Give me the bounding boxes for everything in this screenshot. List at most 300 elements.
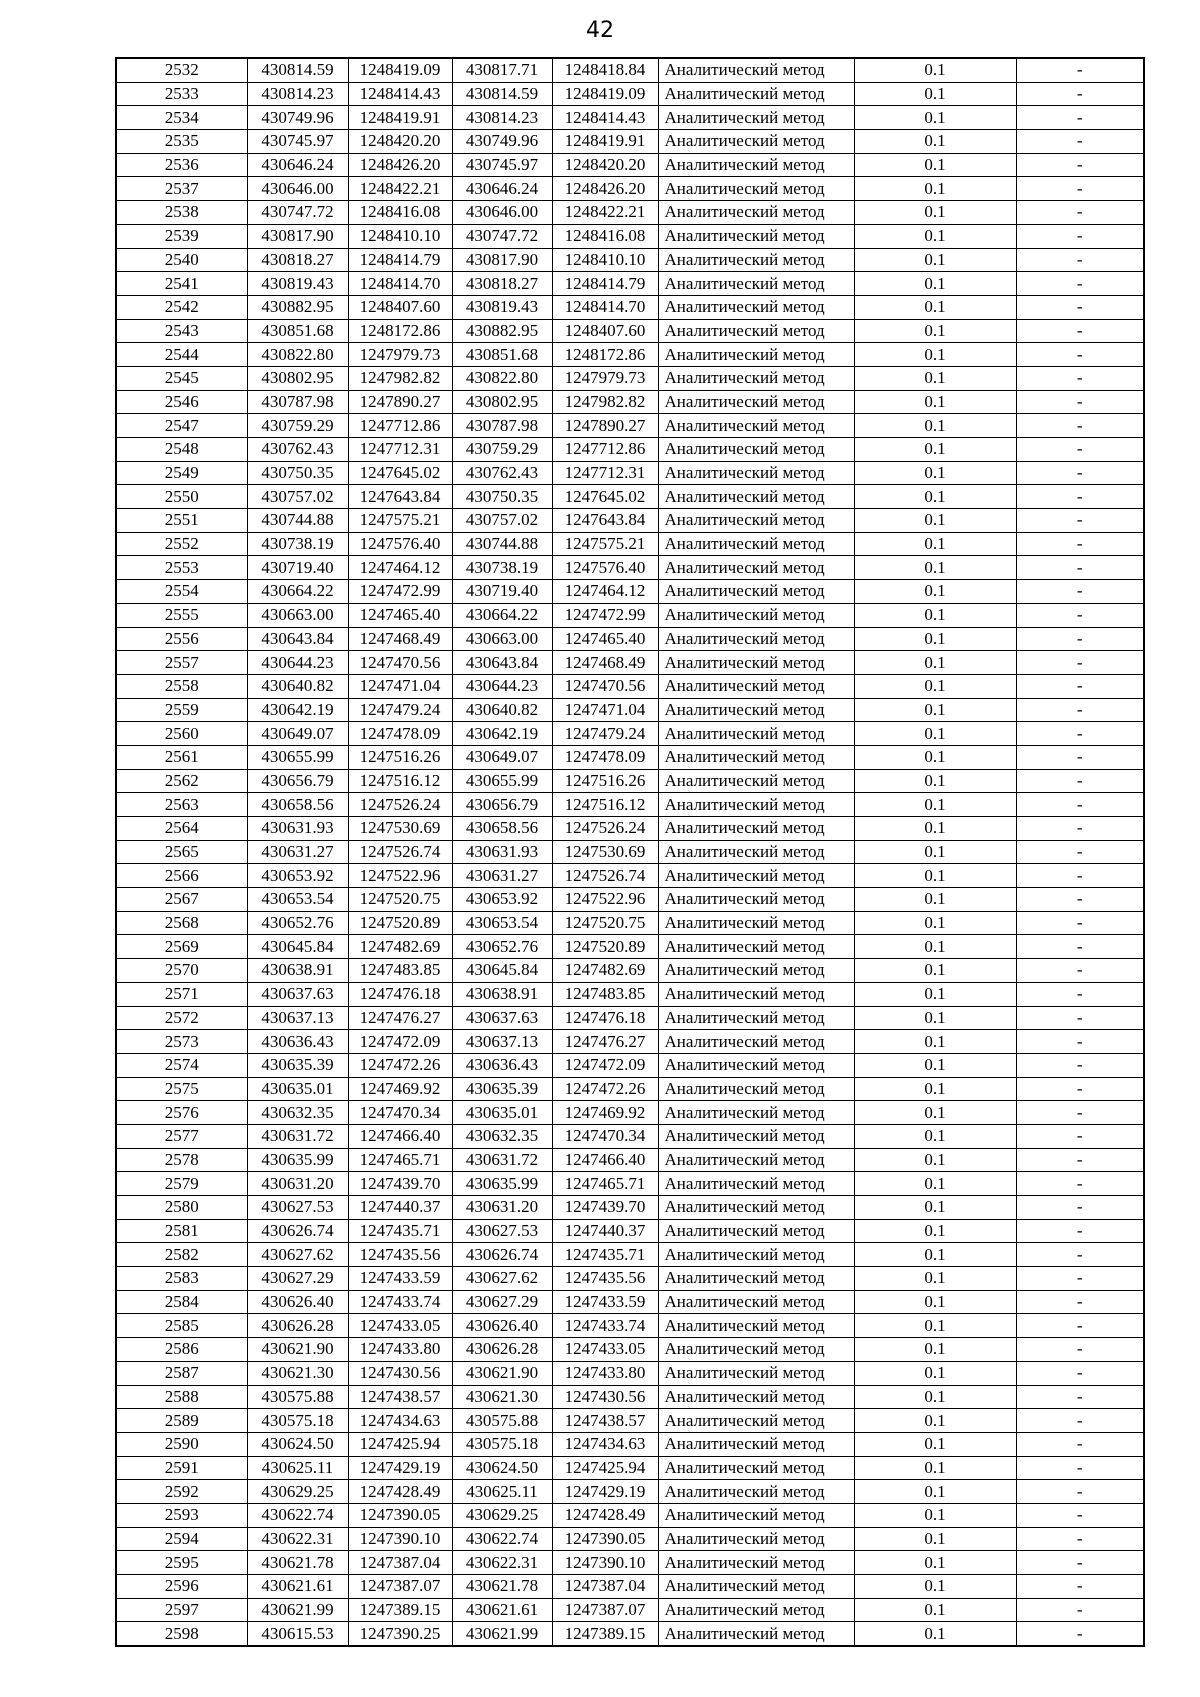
cell-x-end: 430663.00 — [452, 627, 552, 651]
cell-number: 2543 — [116, 319, 247, 343]
table-row — [116, 722, 1144, 746]
cell-method: Аналитический метод — [658, 1598, 854, 1622]
table-row — [116, 769, 1144, 793]
cell-method: Аналитический метод — [658, 556, 854, 580]
cell-note: - — [1016, 1006, 1144, 1030]
cell-accuracy: 0.1 — [854, 580, 1016, 604]
cell-accuracy: 0.1 — [854, 1290, 1016, 1314]
cell-x-start: 430575.18 — [247, 1409, 348, 1433]
cell-number: 2551 — [116, 509, 247, 533]
cell-x-start: 430626.40 — [247, 1290, 348, 1314]
cell-y-start: 1247478.09 — [348, 722, 452, 746]
table-row — [116, 651, 1144, 675]
table-row — [116, 1456, 1144, 1480]
cell-y-start: 1247471.04 — [348, 674, 452, 698]
cell-method: Аналитический метод — [658, 295, 854, 319]
cell-accuracy: 0.1 — [854, 840, 1016, 864]
cell-accuracy: 0.1 — [854, 935, 1016, 959]
cell-note: - — [1016, 1053, 1144, 1077]
table-row — [116, 366, 1144, 390]
cell-accuracy: 0.1 — [854, 1409, 1016, 1433]
cell-x-end: 430646.00 — [452, 201, 552, 225]
cell-number: 2594 — [116, 1527, 247, 1551]
cell-y-start: 1247435.56 — [348, 1243, 452, 1267]
cell-y-start: 1247465.71 — [348, 1148, 452, 1172]
cell-x-start: 430787.98 — [247, 390, 348, 414]
cell-x-end: 430629.25 — [452, 1503, 552, 1527]
cell-number: 2561 — [116, 745, 247, 769]
cell-y-start: 1248422.21 — [348, 177, 452, 201]
cell-y-start: 1247712.31 — [348, 438, 452, 462]
cell-x-start: 430649.07 — [247, 722, 348, 746]
cell-note: - — [1016, 414, 1144, 438]
cell-number: 2539 — [116, 224, 247, 248]
cell-y-end: 1247438.57 — [552, 1409, 658, 1433]
cell-x-end: 430817.71 — [452, 58, 552, 82]
cell-method: Аналитический метод — [658, 1290, 854, 1314]
cell-x-start: 430658.56 — [247, 793, 348, 817]
cell-x-start: 430814.59 — [247, 58, 348, 82]
cell-note: - — [1016, 1385, 1144, 1409]
cell-number: 2584 — [116, 1290, 247, 1314]
cell-accuracy: 0.1 — [854, 1503, 1016, 1527]
cell-x-start: 430655.99 — [247, 745, 348, 769]
cell-accuracy: 0.1 — [854, 1385, 1016, 1409]
cell-accuracy: 0.1 — [854, 769, 1016, 793]
cell-y-end: 1247979.73 — [552, 366, 658, 390]
cell-x-start: 430744.88 — [247, 509, 348, 533]
cell-y-end: 1247390.10 — [552, 1551, 658, 1575]
table-row — [116, 390, 1144, 414]
cell-x-start: 430656.79 — [247, 769, 348, 793]
table-row — [116, 1006, 1144, 1030]
cell-y-start: 1247389.15 — [348, 1598, 452, 1622]
cell-y-end: 1247433.59 — [552, 1290, 658, 1314]
cell-note: - — [1016, 201, 1144, 225]
cell-method: Аналитический метод — [658, 1124, 854, 1148]
cell-method: Аналитический метод — [658, 1480, 854, 1504]
cell-y-start: 1247390.25 — [348, 1622, 452, 1646]
cell-method: Аналитический метод — [658, 58, 854, 82]
cell-x-start: 430645.84 — [247, 935, 348, 959]
cell-note: - — [1016, 82, 1144, 106]
cell-method: Аналитический метод — [658, 1409, 854, 1433]
cell-method: Аналитический метод — [658, 1148, 854, 1172]
cell-method: Аналитический метод — [658, 698, 854, 722]
cell-accuracy: 0.1 — [854, 603, 1016, 627]
cell-y-start: 1247520.89 — [348, 911, 452, 935]
cell-note: - — [1016, 130, 1144, 154]
cell-y-start: 1247645.02 — [348, 461, 452, 485]
cell-accuracy: 0.1 — [854, 532, 1016, 556]
cell-note: - — [1016, 343, 1144, 367]
cell-number: 2549 — [116, 461, 247, 485]
table-row — [116, 982, 1144, 1006]
cell-x-start: 430644.23 — [247, 651, 348, 675]
cell-accuracy: 0.1 — [854, 485, 1016, 509]
cell-accuracy: 0.1 — [854, 627, 1016, 651]
cell-note: - — [1016, 153, 1144, 177]
cell-y-end: 1247890.27 — [552, 414, 658, 438]
cell-note: - — [1016, 1409, 1144, 1433]
cell-note: - — [1016, 224, 1144, 248]
cell-x-start: 430750.35 — [247, 461, 348, 485]
cell-y-end: 1247387.07 — [552, 1598, 658, 1622]
table-row — [116, 461, 1144, 485]
cell-note: - — [1016, 627, 1144, 651]
cell-number: 2534 — [116, 106, 247, 130]
cell-y-end: 1247389.15 — [552, 1622, 658, 1646]
cell-x-start: 430646.00 — [247, 177, 348, 201]
cell-number: 2575 — [116, 1077, 247, 1101]
cell-x-start: 430882.95 — [247, 295, 348, 319]
cell-x-end: 430738.19 — [452, 556, 552, 580]
cell-x-end: 430626.74 — [452, 1243, 552, 1267]
cell-number: 2552 — [116, 532, 247, 556]
table-row — [116, 1622, 1144, 1646]
cell-accuracy: 0.1 — [854, 1527, 1016, 1551]
cell-method: Аналитический метод — [658, 153, 854, 177]
cell-y-end: 1247387.04 — [552, 1575, 658, 1599]
cell-y-start: 1248410.10 — [348, 224, 452, 248]
cell-y-start: 1247982.82 — [348, 366, 452, 390]
cell-x-start: 430653.92 — [247, 864, 348, 888]
cell-x-end: 430627.62 — [452, 1267, 552, 1291]
cell-accuracy: 0.1 — [854, 1101, 1016, 1125]
cell-number: 2579 — [116, 1172, 247, 1196]
cell-number: 2589 — [116, 1409, 247, 1433]
cell-x-start: 430814.23 — [247, 82, 348, 106]
cell-y-end: 1247465.40 — [552, 627, 658, 651]
cell-y-start: 1248407.60 — [348, 295, 452, 319]
table-row — [116, 295, 1144, 319]
cell-x-start: 430747.72 — [247, 201, 348, 225]
table-row — [116, 1290, 1144, 1314]
cell-accuracy: 0.1 — [854, 414, 1016, 438]
cell-note: - — [1016, 888, 1144, 912]
cell-number: 2564 — [116, 817, 247, 841]
cell-method: Аналитический метод — [658, 248, 854, 272]
cell-y-start: 1247435.71 — [348, 1219, 452, 1243]
cell-note: - — [1016, 1219, 1144, 1243]
cell-number: 2560 — [116, 722, 247, 746]
cell-y-end: 1248414.43 — [552, 106, 658, 130]
cell-y-start: 1247643.84 — [348, 485, 452, 509]
cell-accuracy: 0.1 — [854, 1361, 1016, 1385]
cell-x-end: 430819.43 — [452, 295, 552, 319]
cell-y-end: 1247712.86 — [552, 438, 658, 462]
table-row — [116, 509, 1144, 533]
cell-number: 2554 — [116, 580, 247, 604]
table-row — [116, 1551, 1144, 1575]
cell-y-end: 1248418.84 — [552, 58, 658, 82]
cell-note: - — [1016, 1456, 1144, 1480]
cell-number: 2580 — [116, 1196, 247, 1220]
cell-y-start: 1247712.86 — [348, 414, 452, 438]
cell-x-end: 430627.29 — [452, 1290, 552, 1314]
cell-accuracy: 0.1 — [854, 343, 1016, 367]
cell-x-start: 430637.13 — [247, 1006, 348, 1030]
cell-x-start: 430621.30 — [247, 1361, 348, 1385]
cell-note: - — [1016, 1148, 1144, 1172]
cell-x-start: 430575.88 — [247, 1385, 348, 1409]
cell-accuracy: 0.1 — [854, 982, 1016, 1006]
cell-accuracy: 0.1 — [854, 461, 1016, 485]
cell-note: - — [1016, 603, 1144, 627]
cell-y-end: 1248407.60 — [552, 319, 658, 343]
cell-y-start: 1248419.91 — [348, 106, 452, 130]
cell-x-end: 430655.99 — [452, 769, 552, 793]
cell-method: Аналитический метод — [658, 1267, 854, 1291]
cell-accuracy: 0.1 — [854, 1148, 1016, 1172]
cell-x-end: 430656.79 — [452, 793, 552, 817]
cell-x-end: 430621.78 — [452, 1575, 552, 1599]
cell-accuracy: 0.1 — [854, 1432, 1016, 1456]
cell-y-start: 1247429.19 — [348, 1456, 452, 1480]
cell-accuracy: 0.1 — [854, 1267, 1016, 1291]
cell-x-start: 430851.68 — [247, 319, 348, 343]
cell-method: Аналитический метод — [658, 1503, 854, 1527]
table-row — [116, 1361, 1144, 1385]
cell-y-start: 1248426.20 — [348, 153, 452, 177]
cell-x-end: 430636.43 — [452, 1053, 552, 1077]
cell-number: 2535 — [116, 130, 247, 154]
table-row — [116, 1124, 1144, 1148]
cell-method: Аналитический метод — [658, 461, 854, 485]
table-row — [116, 532, 1144, 556]
cell-x-start: 430637.63 — [247, 982, 348, 1006]
cell-method: Аналитический метод — [658, 1432, 854, 1456]
table-row — [116, 1267, 1144, 1291]
table-body — [116, 58, 1144, 1646]
cell-y-end: 1247428.49 — [552, 1503, 658, 1527]
cell-method: Аналитический метод — [658, 201, 854, 225]
cell-note: - — [1016, 461, 1144, 485]
cell-y-start: 1247979.73 — [348, 343, 452, 367]
cell-x-end: 430814.59 — [452, 82, 552, 106]
cell-method: Аналитический метод — [658, 959, 854, 983]
cell-x-end: 430621.90 — [452, 1361, 552, 1385]
cell-y-start: 1248172.86 — [348, 319, 452, 343]
cell-y-start: 1247465.40 — [348, 603, 452, 627]
cell-x-start: 430635.99 — [247, 1148, 348, 1172]
cell-x-start: 430621.99 — [247, 1598, 348, 1622]
cell-number: 2538 — [116, 201, 247, 225]
cell-x-end: 430664.22 — [452, 603, 552, 627]
table-row — [116, 935, 1144, 959]
cell-y-start: 1247439.70 — [348, 1172, 452, 1196]
table-row — [116, 1575, 1144, 1599]
cell-y-start: 1247520.75 — [348, 888, 452, 912]
cell-x-end: 430747.72 — [452, 224, 552, 248]
cell-accuracy: 0.1 — [854, 1551, 1016, 1575]
table-row — [116, 817, 1144, 841]
cell-accuracy: 0.1 — [854, 272, 1016, 296]
cell-accuracy: 0.1 — [854, 1219, 1016, 1243]
table-row — [116, 1527, 1144, 1551]
cell-x-end: 430652.76 — [452, 935, 552, 959]
cell-note: - — [1016, 438, 1144, 462]
cell-y-end: 1247470.56 — [552, 674, 658, 698]
cell-y-start: 1247522.96 — [348, 864, 452, 888]
cell-y-start: 1247530.69 — [348, 817, 452, 841]
cell-x-start: 430663.00 — [247, 603, 348, 627]
table-row — [116, 106, 1144, 130]
cell-y-end: 1247472.09 — [552, 1053, 658, 1077]
table-row — [116, 1503, 1144, 1527]
cell-number: 2586 — [116, 1338, 247, 1362]
cell-y-end: 1247645.02 — [552, 485, 658, 509]
coordinates-table — [115, 57, 1145, 1647]
table-row — [116, 698, 1144, 722]
cell-method: Аналитический метод — [658, 722, 854, 746]
table-row — [116, 627, 1144, 651]
cell-note: - — [1016, 319, 1144, 343]
cell-y-start: 1247526.74 — [348, 840, 452, 864]
cell-number: 2598 — [116, 1622, 247, 1646]
table-row — [116, 153, 1144, 177]
cell-note: - — [1016, 959, 1144, 983]
cell-x-end: 430631.93 — [452, 840, 552, 864]
cell-y-start: 1247576.40 — [348, 532, 452, 556]
cell-y-start: 1247472.99 — [348, 580, 452, 604]
cell-x-end: 430749.96 — [452, 130, 552, 154]
table-row — [116, 58, 1144, 82]
table-row — [116, 745, 1144, 769]
cell-x-end: 430882.95 — [452, 319, 552, 343]
cell-y-end: 1247516.12 — [552, 793, 658, 817]
cell-y-end: 1247526.24 — [552, 817, 658, 841]
cell-method: Аналитический метод — [658, 745, 854, 769]
cell-x-end: 430624.50 — [452, 1456, 552, 1480]
cell-number: 2555 — [116, 603, 247, 627]
cell-y-end: 1248416.08 — [552, 224, 658, 248]
cell-accuracy: 0.1 — [854, 864, 1016, 888]
cell-y-end: 1248426.20 — [552, 177, 658, 201]
cell-x-start: 430627.53 — [247, 1196, 348, 1220]
cell-method: Аналитический метод — [658, 532, 854, 556]
cell-x-end: 430635.99 — [452, 1172, 552, 1196]
cell-accuracy: 0.1 — [854, 224, 1016, 248]
cell-number: 2556 — [116, 627, 247, 651]
cell-number: 2533 — [116, 82, 247, 106]
cell-x-start: 430636.43 — [247, 1030, 348, 1054]
cell-x-start: 430625.11 — [247, 1456, 348, 1480]
cell-x-end: 430658.56 — [452, 817, 552, 841]
cell-method: Аналитический метод — [658, 935, 854, 959]
cell-y-end: 1247468.49 — [552, 651, 658, 675]
cell-number: 2545 — [116, 366, 247, 390]
cell-x-end: 430637.63 — [452, 1006, 552, 1030]
cell-note: - — [1016, 1077, 1144, 1101]
cell-y-start: 1247466.40 — [348, 1124, 452, 1148]
cell-note: - — [1016, 982, 1144, 1006]
cell-x-start: 430631.20 — [247, 1172, 348, 1196]
cell-accuracy: 0.1 — [854, 911, 1016, 935]
cell-accuracy: 0.1 — [854, 1124, 1016, 1148]
cell-y-start: 1247387.04 — [348, 1551, 452, 1575]
cell-accuracy: 0.1 — [854, 1077, 1016, 1101]
cell-x-start: 430819.43 — [247, 272, 348, 296]
cell-method: Аналитический метод — [658, 864, 854, 888]
cell-y-end: 1247479.24 — [552, 722, 658, 746]
cell-y-end: 1247425.94 — [552, 1456, 658, 1480]
cell-note: - — [1016, 1101, 1144, 1125]
cell-method: Аналитический метод — [658, 627, 854, 651]
cell-y-end: 1248172.86 — [552, 343, 658, 367]
cell-number: 2532 — [116, 58, 247, 82]
cell-method: Аналитический метод — [658, 509, 854, 533]
cell-note: - — [1016, 1575, 1144, 1599]
cell-number: 2592 — [116, 1480, 247, 1504]
cell-note: - — [1016, 272, 1144, 296]
cell-x-start: 430627.29 — [247, 1267, 348, 1291]
cell-method: Аналитический метод — [658, 817, 854, 841]
cell-y-end: 1248419.91 — [552, 130, 658, 154]
table-row — [116, 438, 1144, 462]
cell-accuracy: 0.1 — [854, 888, 1016, 912]
cell-accuracy: 0.1 — [854, 745, 1016, 769]
cell-x-end: 430631.20 — [452, 1196, 552, 1220]
cell-y-end: 1247476.27 — [552, 1030, 658, 1054]
cell-x-end: 430649.07 — [452, 745, 552, 769]
cell-note: - — [1016, 651, 1144, 675]
table-row — [116, 911, 1144, 935]
cell-x-start: 430626.28 — [247, 1314, 348, 1338]
cell-x-start: 430759.29 — [247, 414, 348, 438]
table-row — [116, 248, 1144, 272]
cell-y-end: 1247643.84 — [552, 509, 658, 533]
table-row — [116, 556, 1144, 580]
cell-x-start: 430621.78 — [247, 1551, 348, 1575]
cell-accuracy: 0.1 — [854, 1006, 1016, 1030]
cell-x-end: 430621.30 — [452, 1385, 552, 1409]
cell-y-end: 1247435.56 — [552, 1267, 658, 1291]
cell-number: 2546 — [116, 390, 247, 414]
table-row — [116, 888, 1144, 912]
cell-x-start: 430638.91 — [247, 959, 348, 983]
cell-y-end: 1248419.09 — [552, 82, 658, 106]
cell-y-start: 1247470.56 — [348, 651, 452, 675]
cell-accuracy: 0.1 — [854, 959, 1016, 983]
cell-number: 2574 — [116, 1053, 247, 1077]
cell-method: Аналитический метод — [658, 1077, 854, 1101]
cell-y-end: 1247476.18 — [552, 1006, 658, 1030]
cell-y-start: 1247428.49 — [348, 1480, 452, 1504]
cell-note: - — [1016, 935, 1144, 959]
cell-y-end: 1247516.26 — [552, 769, 658, 793]
cell-number: 2578 — [116, 1148, 247, 1172]
cell-y-start: 1247526.24 — [348, 793, 452, 817]
cell-note: - — [1016, 295, 1144, 319]
cell-x-start: 430646.24 — [247, 153, 348, 177]
cell-x-end: 430627.53 — [452, 1219, 552, 1243]
cell-accuracy: 0.1 — [854, 556, 1016, 580]
table-row — [116, 1409, 1144, 1433]
cell-note: - — [1016, 793, 1144, 817]
cell-y-start: 1247387.07 — [348, 1575, 452, 1599]
cell-note: - — [1016, 1290, 1144, 1314]
cell-number: 2593 — [116, 1503, 247, 1527]
table-row — [116, 1101, 1144, 1125]
cell-method: Аналитический метод — [658, 1527, 854, 1551]
cell-x-end: 430637.13 — [452, 1030, 552, 1054]
cell-accuracy: 0.1 — [854, 817, 1016, 841]
cell-method: Аналитический метод — [658, 1361, 854, 1385]
cell-x-start: 430622.74 — [247, 1503, 348, 1527]
cell-x-start: 430635.01 — [247, 1077, 348, 1101]
cell-accuracy: 0.1 — [854, 390, 1016, 414]
